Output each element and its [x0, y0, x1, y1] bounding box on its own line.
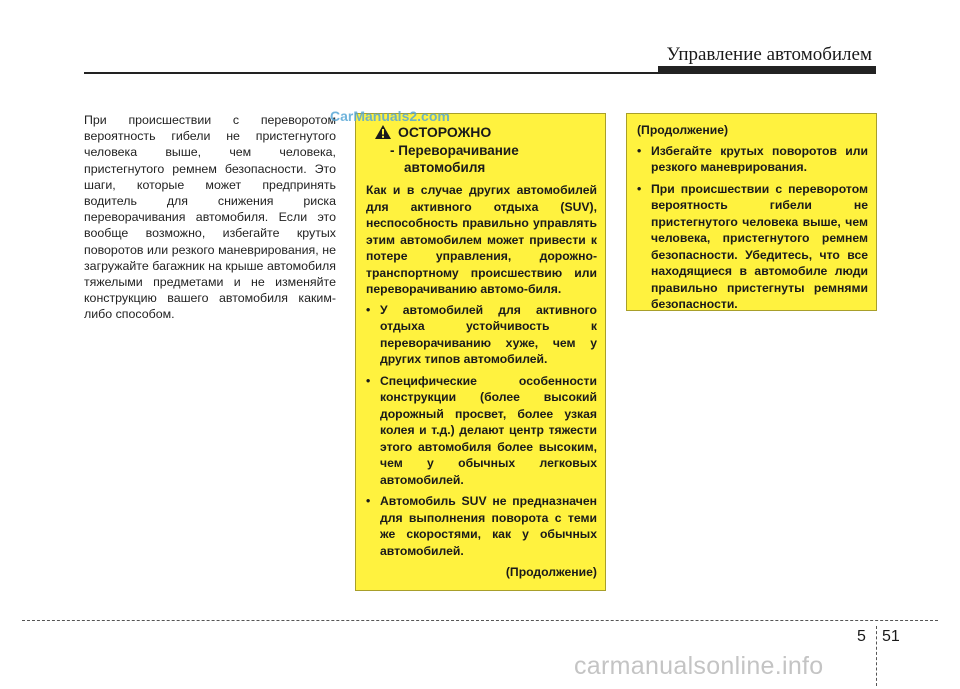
- warning-subtitle-line1: - Переворачивание: [390, 143, 519, 158]
- continuation-box: [626, 113, 877, 311]
- watermark-top: CarManuals2.com: [330, 108, 450, 124]
- warning-bullet-list: [366, 302, 597, 560]
- body-paragraph: При происшествии с переворотом вероятность гибели не пристегнутого человека выше, чем человека, пристегнутого ремнем безопасности. Это шаги, которые может предпринять водитель для снижения риска переворачивания автомобиля. Если это вообще возможно, избегайте крутых поворотов или резкого маневрирования, не загружайте багажник на крыше автомобиля тяжелыми предметами и не изменяйте конструкцию вашего автомобиля каким-либо способом.: [84, 113, 336, 322]
- warning-triangle-icon: [374, 124, 392, 140]
- warning-bullet-item: • Специфические особенности конструкции (более высокий дорожный просвет, более узкая колея и т.д.) делают центр тяжести этого автомобиля более высоким, чем у обычных легковых автомобилей.: [366, 373, 597, 489]
- footer-page-divider: [876, 626, 877, 686]
- section-number: 5: [857, 628, 866, 645]
- warning-box: [355, 113, 606, 591]
- warning-subtitle: [390, 142, 597, 176]
- footer-dashed-rule: [22, 620, 938, 621]
- warning-intro: Как и в случае других автомобилей для активного отдыха (SUV), неспособность правильно управлять этим автомобилем может привести к потере управления, дорожно-транспортному происшествию или переворачиванию автомо-биля.: [366, 183, 597, 296]
- continuation-heading: (Продолжение): [637, 123, 729, 137]
- warning-bullet-item: • У автомобилей для активного отдыха устойчивость к переворачиванию хуже, чем у других типов автомобилей.: [366, 302, 597, 368]
- continuation-bullet-list: [637, 143, 868, 313]
- warning-subtitle-line2: автомобиля: [404, 160, 486, 175]
- warning-title: ОСТОРОЖНО: [398, 124, 492, 140]
- header-rule: [84, 72, 876, 74]
- continuation-bullet-item: • Избегайте крутых поворотов или резкого маневрирования.: [637, 143, 868, 176]
- warning-bullet-item: • Автомобиль SUV не предназначен для выполнения поворота с теми же скоростями, как у обычных автомобилей.: [366, 493, 597, 559]
- page-header-title: Управление автомобилем: [666, 44, 872, 65]
- continuation-bullet-item: • При происшествии с переворотом вероятность гибели не пристегнутого человека выше, чем человека, пристегнутого ремнем безопасности. Убедитесь, что все находящиеся в автомобиле люди правильно пристегнуты ремнями безопасности.: [637, 181, 868, 313]
- warning-heading: [374, 124, 597, 140]
- watermark-bottom: carmanualsonline.info: [574, 652, 824, 680]
- continued-label: (Продолжение): [505, 565, 597, 579]
- page-number: 51: [882, 628, 900, 645]
